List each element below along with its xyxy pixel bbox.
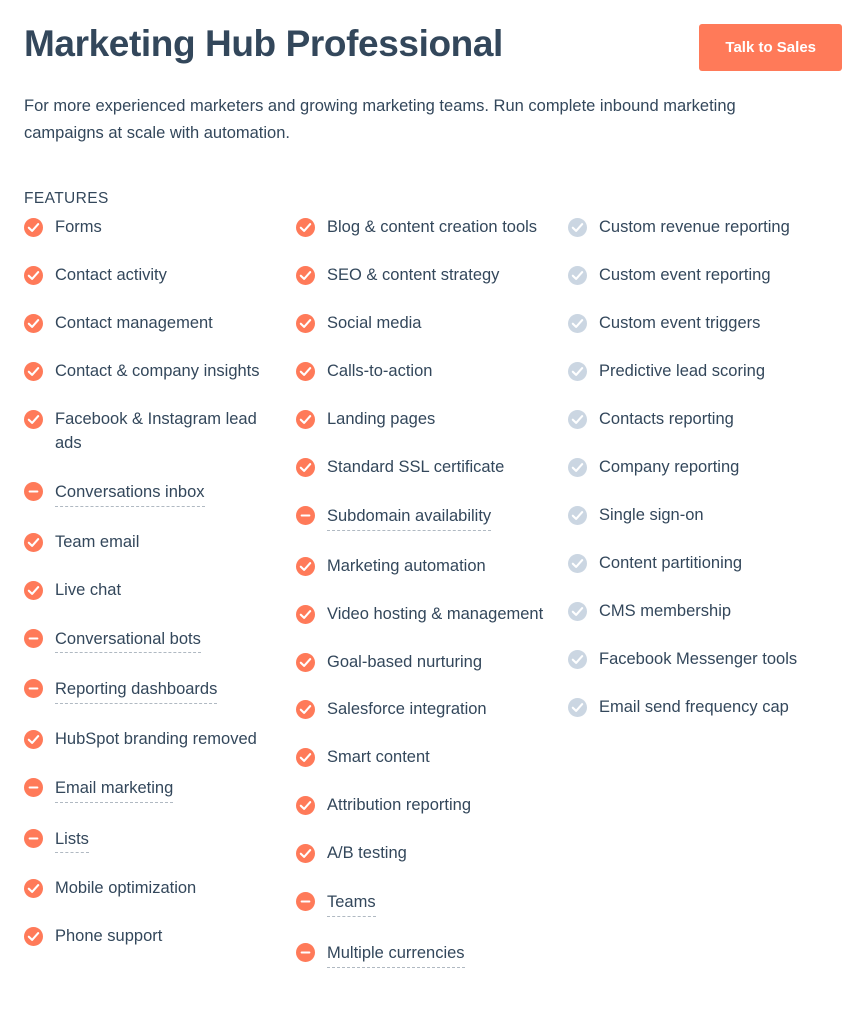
check-circle-muted-icon bbox=[568, 218, 587, 237]
feature-label: Video hosting & management bbox=[327, 604, 544, 623]
minus-circle-icon bbox=[24, 629, 43, 648]
check-circle-muted-icon bbox=[568, 650, 587, 669]
features-columns bbox=[24, 216, 842, 991]
feature-label: Content partitioning bbox=[599, 553, 743, 572]
feature-item bbox=[568, 456, 830, 480]
feature-item bbox=[24, 579, 284, 603]
minus-circle-icon bbox=[24, 679, 43, 698]
feature-item bbox=[296, 264, 556, 288]
minus-circle-icon bbox=[24, 482, 43, 501]
feature-label: Smart content bbox=[327, 748, 430, 767]
check-circle-filled-icon bbox=[296, 748, 315, 767]
feature-label: Custom revenue reporting bbox=[599, 218, 790, 237]
check-circle-muted-icon bbox=[568, 266, 587, 285]
feature-label: Team email bbox=[55, 532, 140, 551]
feature-label: Email send frequency cap bbox=[599, 697, 789, 716]
feature-item[interactable] bbox=[296, 504, 556, 531]
feature-label[interactable]: Lists bbox=[55, 827, 89, 854]
minus-circle-icon bbox=[24, 829, 43, 848]
feature-label: Custom event reporting bbox=[599, 266, 771, 285]
check-circle-filled-icon bbox=[296, 796, 315, 815]
feature-item[interactable] bbox=[24, 677, 284, 704]
feature-item bbox=[296, 408, 556, 432]
feature-item bbox=[24, 925, 284, 949]
feature-label: HubSpot branding removed bbox=[55, 730, 257, 749]
feature-label: Blog & content creation tools bbox=[327, 218, 538, 237]
feature-label: A/B testing bbox=[327, 844, 407, 863]
check-circle-filled-icon bbox=[24, 266, 43, 285]
page-title: Marketing Hub Professional bbox=[24, 23, 503, 64]
feature-item bbox=[296, 603, 556, 627]
feature-item bbox=[296, 746, 556, 770]
minus-circle-icon bbox=[296, 506, 315, 525]
features-heading: FEATURES bbox=[24, 190, 109, 208]
feature-item bbox=[568, 552, 830, 576]
feature-label: Salesforce integration bbox=[327, 700, 487, 719]
feature-label: Facebook & Instagram lead ads bbox=[55, 410, 257, 453]
feature-item bbox=[568, 312, 830, 336]
feature-item[interactable] bbox=[296, 941, 556, 968]
feature-label: Social media bbox=[327, 314, 422, 333]
feature-item bbox=[296, 312, 556, 336]
feature-label[interactable]: Multiple currencies bbox=[327, 941, 465, 968]
feature-item bbox=[296, 794, 556, 818]
feature-item[interactable] bbox=[24, 627, 284, 654]
feature-label[interactable]: Conversations inbox bbox=[55, 480, 205, 507]
check-circle-filled-icon bbox=[24, 410, 43, 429]
feature-label: Phone support bbox=[55, 927, 163, 946]
features-column-2 bbox=[296, 216, 568, 991]
check-circle-filled-icon bbox=[24, 927, 43, 946]
feature-label: Calls-to-action bbox=[327, 362, 433, 381]
check-circle-muted-icon bbox=[568, 458, 587, 477]
check-circle-filled-icon bbox=[296, 700, 315, 719]
features-column-1 bbox=[24, 216, 296, 991]
header bbox=[24, 18, 842, 71]
feature-item bbox=[568, 216, 830, 240]
check-circle-filled-icon bbox=[296, 653, 315, 672]
check-circle-filled-icon bbox=[24, 730, 43, 749]
feature-item bbox=[24, 877, 284, 901]
check-circle-filled-icon bbox=[296, 557, 315, 576]
feature-label: Goal-based nurturing bbox=[327, 652, 483, 671]
feature-label: SEO & content strategy bbox=[327, 266, 500, 285]
feature-label: Forms bbox=[55, 218, 102, 237]
feature-item bbox=[24, 312, 284, 336]
feature-item bbox=[24, 728, 284, 752]
feature-label[interactable]: Email marketing bbox=[55, 776, 173, 803]
feature-item bbox=[296, 842, 556, 866]
check-circle-filled-icon bbox=[296, 410, 315, 429]
feature-label: Single sign-on bbox=[599, 505, 704, 524]
check-circle-filled-icon bbox=[24, 218, 43, 237]
check-circle-filled-icon bbox=[24, 314, 43, 333]
feature-label: Attribution reporting bbox=[327, 796, 471, 815]
feature-label[interactable]: Conversational bots bbox=[55, 627, 201, 654]
feature-item bbox=[296, 360, 556, 384]
feature-item[interactable] bbox=[296, 890, 556, 917]
feature-item bbox=[568, 600, 830, 624]
check-circle-filled-icon bbox=[296, 266, 315, 285]
feature-label: Custom event triggers bbox=[599, 314, 761, 333]
feature-label: Contact activity bbox=[55, 266, 167, 285]
feature-label: Marketing automation bbox=[327, 556, 486, 575]
check-circle-filled-icon bbox=[24, 879, 43, 898]
feature-item[interactable] bbox=[24, 827, 284, 854]
feature-item bbox=[24, 264, 284, 288]
minus-circle-icon bbox=[24, 778, 43, 797]
check-circle-muted-icon bbox=[568, 698, 587, 717]
feature-label: Contact management bbox=[55, 314, 213, 333]
check-circle-filled-icon bbox=[296, 605, 315, 624]
feature-item bbox=[296, 456, 556, 480]
feature-label: Mobile optimization bbox=[55, 879, 197, 898]
feature-label: Contact & company insights bbox=[55, 362, 260, 381]
feature-item bbox=[568, 504, 830, 528]
feature-label[interactable]: Reporting dashboards bbox=[55, 677, 217, 704]
feature-item bbox=[296, 555, 556, 579]
feature-item bbox=[24, 216, 284, 240]
check-circle-muted-icon bbox=[568, 410, 587, 429]
feature-item bbox=[24, 360, 284, 384]
feature-label[interactable]: Teams bbox=[327, 890, 376, 917]
check-circle-filled-icon bbox=[24, 533, 43, 552]
feature-label: CMS membership bbox=[599, 601, 732, 620]
feature-label: Contacts reporting bbox=[599, 410, 734, 429]
check-circle-filled-icon bbox=[296, 218, 315, 237]
check-circle-muted-icon bbox=[568, 602, 587, 621]
feature-item bbox=[296, 651, 556, 675]
feature-item bbox=[24, 531, 284, 555]
minus-circle-icon bbox=[296, 943, 315, 962]
check-circle-muted-icon bbox=[568, 314, 587, 333]
feature-label: Landing pages bbox=[327, 410, 436, 429]
check-circle-muted-icon bbox=[568, 362, 587, 381]
feature-label: Company reporting bbox=[599, 458, 740, 477]
feature-item bbox=[296, 698, 556, 722]
feature-item[interactable] bbox=[24, 776, 284, 803]
minus-circle-icon bbox=[296, 892, 315, 911]
check-circle-filled-icon bbox=[296, 844, 315, 863]
feature-item bbox=[568, 696, 830, 720]
feature-item bbox=[568, 648, 830, 672]
feature-label: Standard SSL certificate bbox=[327, 458, 505, 477]
feature-item[interactable] bbox=[24, 480, 284, 507]
feature-item bbox=[296, 216, 556, 240]
tier-description: For more experienced marketers and growing marketing teams. Run complete inbound marketing campaigns at scale with automation. bbox=[24, 97, 736, 143]
check-circle-filled-icon bbox=[296, 362, 315, 381]
talk-to-sales-button[interactable]: Talk to Sales bbox=[699, 24, 842, 71]
feature-label: Predictive lead scoring bbox=[599, 362, 765, 381]
feature-label[interactable]: Subdomain availability bbox=[327, 504, 491, 531]
check-circle-filled-icon bbox=[296, 314, 315, 333]
feature-label: Live chat bbox=[55, 580, 122, 599]
feature-item bbox=[568, 264, 830, 288]
check-circle-muted-icon bbox=[568, 506, 587, 525]
feature-item bbox=[24, 408, 284, 456]
check-circle-filled-icon bbox=[296, 458, 315, 477]
feature-label: Facebook Messenger tools bbox=[599, 649, 798, 668]
check-circle-filled-icon bbox=[24, 362, 43, 381]
features-column-3 bbox=[568, 216, 842, 991]
check-circle-muted-icon bbox=[568, 554, 587, 573]
feature-item bbox=[568, 360, 830, 384]
feature-item bbox=[568, 408, 830, 432]
check-circle-filled-icon bbox=[24, 581, 43, 600]
